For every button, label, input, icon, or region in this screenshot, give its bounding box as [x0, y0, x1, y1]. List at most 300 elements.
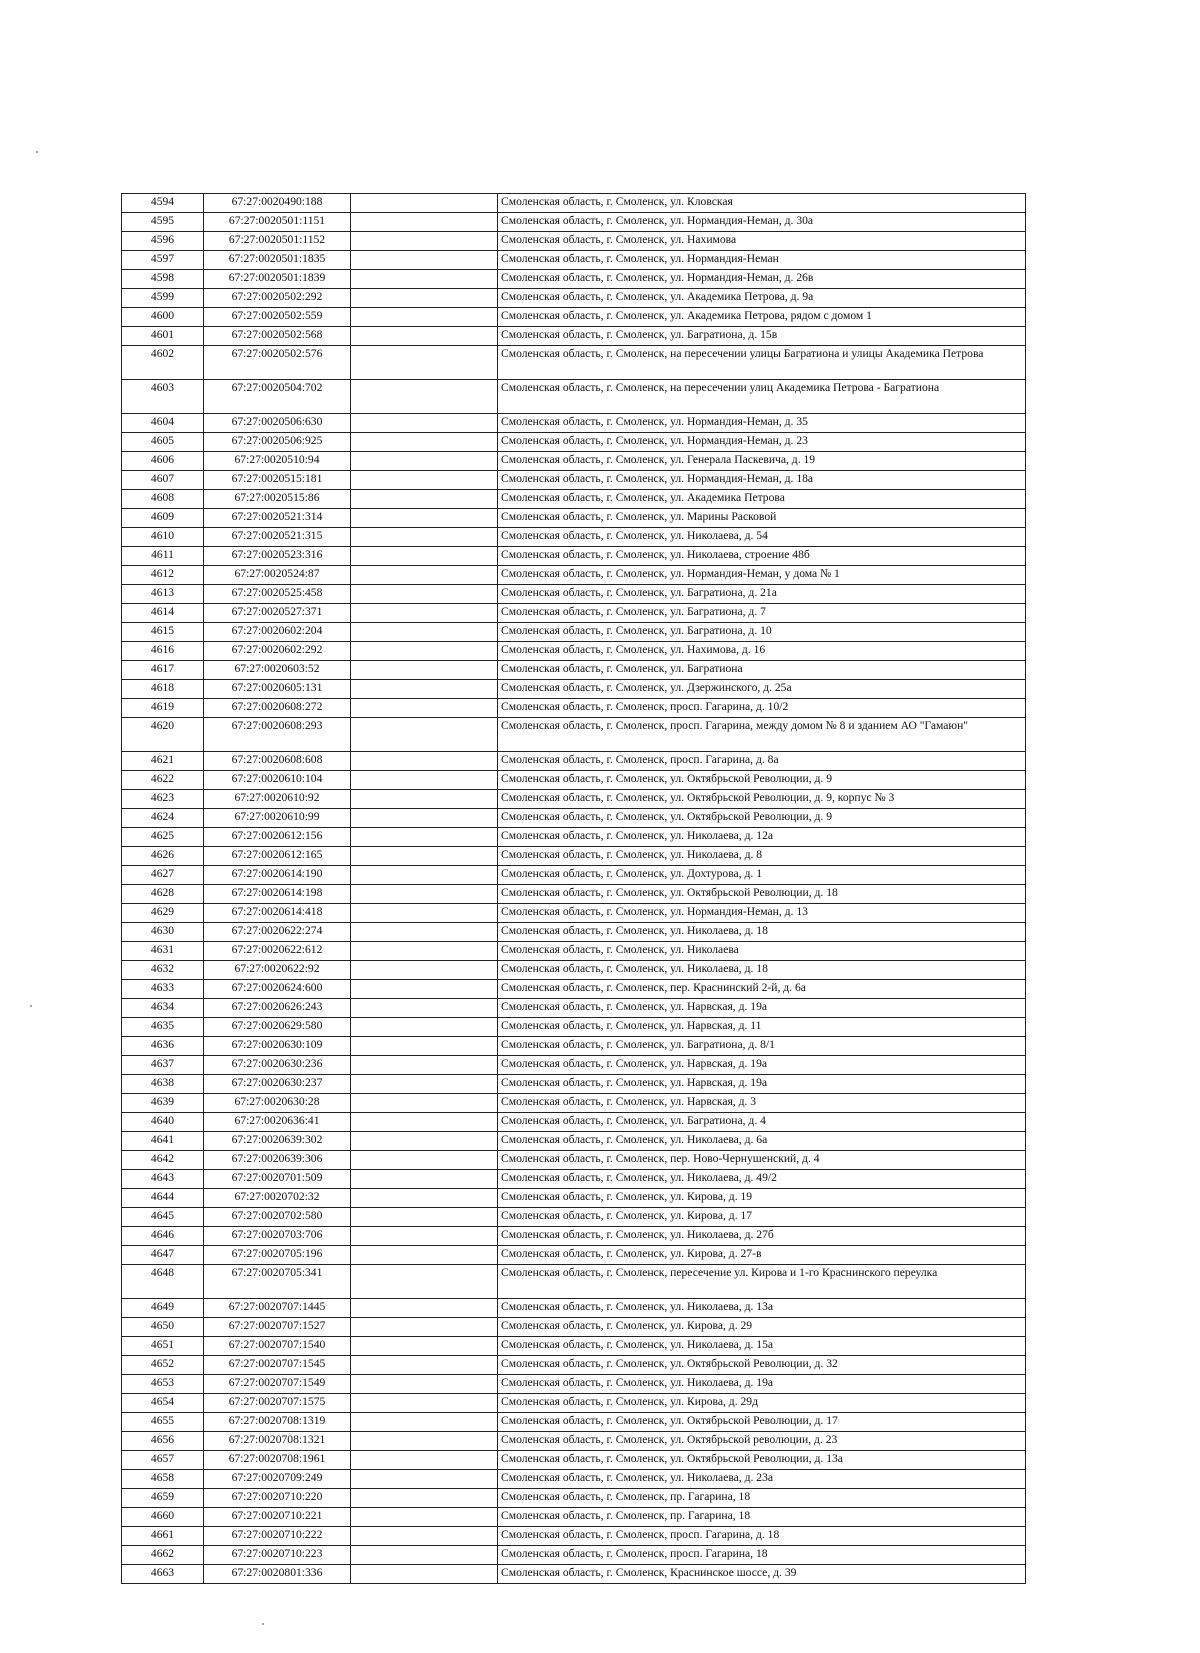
row-number-cell: 4623 — [122, 790, 204, 809]
empty-cell — [351, 1375, 498, 1394]
row-number-cell: 4638 — [122, 1075, 204, 1094]
cadastral-number-cell: 67:27:0020622:612 — [204, 942, 351, 961]
row-number-cell: 4658 — [122, 1470, 204, 1489]
address-cell: Смоленская область, г. Смоленск, ул. Нормандия-Неман, у дома № 1 — [498, 566, 1026, 585]
table-row — [122, 1189, 1026, 1208]
row-number-cell: 4630 — [122, 923, 204, 942]
cadastral-number-cell: 67:27:0020608:608 — [204, 752, 351, 771]
row-number-cell: 4660 — [122, 1508, 204, 1527]
cadastral-number-cell: 67:27:0020603:52 — [204, 661, 351, 680]
table-row — [122, 380, 1026, 414]
table-row — [122, 1299, 1026, 1318]
address-cell: Смоленская область, г. Смоленск, ул. Нахимова — [498, 232, 1026, 251]
address-cell: Смоленская область, г. Смоленск, ул. Николаева, д. 19а — [498, 1375, 1026, 1394]
address-cell: Смоленская область, г. Смоленск, пер. Краснинский 2-й, д. 6а — [498, 980, 1026, 999]
cadastral-number-cell: 67:27:0020622:274 — [204, 923, 351, 942]
empty-cell — [351, 1565, 498, 1584]
empty-cell — [351, 623, 498, 642]
row-number-cell: 4640 — [122, 1113, 204, 1132]
table-row — [122, 1451, 1026, 1470]
address-cell: Смоленская область, г. Смоленск, ул. Нормандия-Неман — [498, 251, 1026, 270]
table-row — [122, 961, 1026, 980]
empty-cell — [351, 327, 498, 346]
table-row — [122, 771, 1026, 790]
table-row — [122, 1489, 1026, 1508]
row-number-cell: 4655 — [122, 1413, 204, 1432]
address-cell: Смоленская область, г. Смоленск, на пересечении улиц Академика Петрова - Багратиона — [498, 380, 1026, 414]
address-cell: Смоленская область, г. Смоленск, ул. Нормандия-Неман, д. 23 — [498, 433, 1026, 452]
empty-cell — [351, 585, 498, 604]
cadastral-number-cell: 67:27:0020501:1839 — [204, 270, 351, 289]
cadastral-number-cell: 67:27:0020527:371 — [204, 604, 351, 623]
empty-cell — [351, 718, 498, 752]
row-number-cell: 4652 — [122, 1356, 204, 1375]
address-cell: Смоленская область, г. Смоленск, ул. Николаева, д. 12а — [498, 828, 1026, 847]
address-cell: Смоленская область, г. Смоленск, ул. Нормандия-Неман, д. 26в — [498, 270, 1026, 289]
row-number-cell: 4613 — [122, 585, 204, 604]
empty-cell — [351, 289, 498, 308]
row-number-cell: 4625 — [122, 828, 204, 847]
row-number-cell: 4636 — [122, 1037, 204, 1056]
table-row — [122, 1227, 1026, 1246]
cadastral-number-cell: 67:27:0020610:92 — [204, 790, 351, 809]
table-row — [122, 414, 1026, 433]
empty-cell — [351, 1113, 498, 1132]
row-number-cell: 4610 — [122, 528, 204, 547]
row-number-cell: 4608 — [122, 490, 204, 509]
empty-cell — [351, 194, 498, 213]
table-row — [122, 847, 1026, 866]
address-cell: Смоленская область, г. Смоленск, ул. Кирова, д. 29д — [498, 1394, 1026, 1413]
table-row — [122, 1337, 1026, 1356]
address-cell: Смоленская область, г. Смоленск, ул. Николаева, строение 48б — [498, 547, 1026, 566]
row-number-cell: 4616 — [122, 642, 204, 661]
scan-speck — [262, 1623, 264, 1625]
cadastral-number-cell: 67:27:0020610:104 — [204, 771, 351, 790]
table-row — [122, 1470, 1026, 1489]
row-number-cell: 4662 — [122, 1546, 204, 1565]
address-cell: Смоленская область, г. Смоленск, ул. Николаева — [498, 942, 1026, 961]
address-cell: Смоленская область, г. Смоленск, ул. Октябрьской революции, д. 23 — [498, 1432, 1026, 1451]
row-number-cell: 4659 — [122, 1489, 204, 1508]
empty-cell — [351, 566, 498, 585]
cadastral-number-cell: 67:27:0020490:188 — [204, 194, 351, 213]
table-row — [122, 1037, 1026, 1056]
row-number-cell: 4627 — [122, 866, 204, 885]
address-cell: Смоленская область, г. Смоленск, Краснинское шоссе, д. 39 — [498, 1565, 1026, 1584]
table-row — [122, 642, 1026, 661]
table-row — [122, 828, 1026, 847]
row-number-cell: 4634 — [122, 999, 204, 1018]
address-cell: Смоленская область, г. Смоленск, ул. Багратиона, д. 15в — [498, 327, 1026, 346]
table-row — [122, 1170, 1026, 1189]
address-cell: Смоленская область, г. Смоленск, на пересечении улицы Багратиона и улицы Академика Петрова — [498, 346, 1026, 380]
row-number-cell: 4629 — [122, 904, 204, 923]
cadastral-number-cell: 67:27:0020614:418 — [204, 904, 351, 923]
empty-cell — [351, 866, 498, 885]
address-cell: Смоленская область, г. Смоленск, ул. Нормандия-Неман, д. 30а — [498, 213, 1026, 232]
cadastral-number-cell: 67:27:0020707:1527 — [204, 1318, 351, 1337]
cadastral-number-cell: 67:27:0020502:568 — [204, 327, 351, 346]
address-cell: Смоленская область, г. Смоленск, ул. Дзержинского, д. 25а — [498, 680, 1026, 699]
cadastral-number-cell: 67:27:0020521:314 — [204, 509, 351, 528]
address-cell: Смоленская область, г. Смоленск, ул. Генерала Паскевича, д. 19 — [498, 452, 1026, 471]
cadastral-number-cell: 67:27:0020515:181 — [204, 471, 351, 490]
empty-cell — [351, 433, 498, 452]
empty-cell — [351, 528, 498, 547]
cadastral-number-cell: 67:27:0020612:165 — [204, 847, 351, 866]
row-number-cell: 4612 — [122, 566, 204, 585]
empty-cell — [351, 308, 498, 327]
cadastral-number-cell: 67:27:0020702:580 — [204, 1208, 351, 1227]
address-cell: Смоленская область, г. Смоленск, ул. Багратиона, д. 7 — [498, 604, 1026, 623]
row-number-cell: 4631 — [122, 942, 204, 961]
row-number-cell: 4645 — [122, 1208, 204, 1227]
table-row — [122, 308, 1026, 327]
row-number-cell: 4651 — [122, 1337, 204, 1356]
cadastral-number-cell: 67:27:0020639:302 — [204, 1132, 351, 1151]
address-cell: Смоленская область, г. Смоленск, ул. Октябрьской Революции, д. 9, корпус № 3 — [498, 790, 1026, 809]
cadastral-number-cell: 67:27:0020630:237 — [204, 1075, 351, 1094]
table-row — [122, 1132, 1026, 1151]
empty-cell — [351, 809, 498, 828]
empty-cell — [351, 1546, 498, 1565]
table-row — [122, 904, 1026, 923]
row-number-cell: 4657 — [122, 1451, 204, 1470]
cadastral-number-cell: 67:27:0020630:109 — [204, 1037, 351, 1056]
table-row — [122, 433, 1026, 452]
table-row — [122, 547, 1026, 566]
address-cell: Смоленская область, г. Смоленск, ул. Николаева, д. 13а — [498, 1299, 1026, 1318]
table-row — [122, 718, 1026, 752]
row-number-cell: 4618 — [122, 680, 204, 699]
address-cell: Смоленская область, г. Смоленск, ул. Нарвская, д. 11 — [498, 1018, 1026, 1037]
address-cell: Смоленская область, г. Смоленск, ул. Багратиона, д. 21а — [498, 585, 1026, 604]
table-row — [122, 1056, 1026, 1075]
empty-cell — [351, 452, 498, 471]
row-number-cell: 4663 — [122, 1565, 204, 1584]
cadastral-number-cell: 67:27:0020612:156 — [204, 828, 351, 847]
address-cell: Смоленская область, г. Смоленск, пер. Ново-Чернушенский, д. 4 — [498, 1151, 1026, 1170]
cadastral-number-cell: 67:27:0020502:559 — [204, 308, 351, 327]
table-row — [122, 866, 1026, 885]
cadastral-number-cell: 67:27:0020707:1549 — [204, 1375, 351, 1394]
address-cell: Смоленская область, г. Смоленск, ул. Академика Петрова, рядом с домом 1 — [498, 308, 1026, 327]
table-row — [122, 490, 1026, 509]
row-number-cell: 4653 — [122, 1375, 204, 1394]
empty-cell — [351, 1018, 498, 1037]
empty-cell — [351, 904, 498, 923]
row-number-cell: 4620 — [122, 718, 204, 752]
cadastral-number-cell: 67:27:0020614:198 — [204, 885, 351, 904]
empty-cell — [351, 414, 498, 433]
row-number-cell: 4619 — [122, 699, 204, 718]
row-number-cell: 4596 — [122, 232, 204, 251]
row-number-cell: 4605 — [122, 433, 204, 452]
table-row — [122, 999, 1026, 1018]
cadastral-number-cell: 67:27:0020707:1445 — [204, 1299, 351, 1318]
row-number-cell: 4595 — [122, 213, 204, 232]
empty-cell — [351, 1470, 498, 1489]
row-number-cell: 4606 — [122, 452, 204, 471]
table-row — [122, 1318, 1026, 1337]
table-row — [122, 1246, 1026, 1265]
address-cell: Смоленская область, г. Смоленск, ул. Николаева, д. 6а — [498, 1132, 1026, 1151]
cadastral-number-cell: 67:27:0020705:196 — [204, 1246, 351, 1265]
cadastral-number-cell: 67:27:0020502:292 — [204, 289, 351, 308]
row-number-cell: 4644 — [122, 1189, 204, 1208]
row-number-cell: 4647 — [122, 1246, 204, 1265]
empty-cell — [351, 1337, 498, 1356]
row-number-cell: 4604 — [122, 414, 204, 433]
table-row — [122, 809, 1026, 828]
empty-cell — [351, 942, 498, 961]
table-row — [122, 1375, 1026, 1394]
table-row — [122, 790, 1026, 809]
row-number-cell: 4635 — [122, 1018, 204, 1037]
row-number-cell: 4626 — [122, 847, 204, 866]
address-cell: Смоленская область, г. Смоленск, ул. Октябрьской Революции, д. 13а — [498, 1451, 1026, 1470]
row-number-cell: 4598 — [122, 270, 204, 289]
row-number-cell: 4599 — [122, 289, 204, 308]
empty-cell — [351, 828, 498, 847]
table-row — [122, 194, 1026, 213]
registry-table-body — [122, 194, 1026, 1584]
address-cell: Смоленская область, г. Смоленск, ул. Багратиона, д. 10 — [498, 623, 1026, 642]
cadastral-number-cell: 67:27:0020708:1961 — [204, 1451, 351, 1470]
address-cell: Смоленская область, г. Смоленск, ул. Нормандия-Неман, д. 35 — [498, 414, 1026, 433]
cadastral-number-cell: 67:27:0020523:316 — [204, 547, 351, 566]
row-number-cell: 4615 — [122, 623, 204, 642]
cadastral-number-cell: 67:27:0020608:272 — [204, 699, 351, 718]
empty-cell — [351, 1318, 498, 1337]
row-number-cell: 4650 — [122, 1318, 204, 1337]
cadastral-number-cell: 67:27:0020524:87 — [204, 566, 351, 585]
address-cell: Смоленская область, г. Смоленск, ул. Нормандия-Неман, д. 13 — [498, 904, 1026, 923]
empty-cell — [351, 1227, 498, 1246]
cadastral-number-cell: 67:27:0020707:1545 — [204, 1356, 351, 1375]
table-row — [122, 452, 1026, 471]
row-number-cell: 4661 — [122, 1527, 204, 1546]
address-cell: Смоленская область, г. Смоленск, ул. Николаева, д. 27б — [498, 1227, 1026, 1246]
empty-cell — [351, 1170, 498, 1189]
table-row — [122, 680, 1026, 699]
empty-cell — [351, 961, 498, 980]
registry-table — [121, 193, 1026, 1584]
empty-cell — [351, 980, 498, 999]
cadastral-number-cell: 67:27:0020502:576 — [204, 346, 351, 380]
address-cell: Смоленская область, г. Смоленск, ул. Октябрьской Революции, д. 17 — [498, 1413, 1026, 1432]
empty-cell — [351, 847, 498, 866]
table-row — [122, 1394, 1026, 1413]
cadastral-number-cell: 67:27:0020705:341 — [204, 1265, 351, 1299]
table-row — [122, 1527, 1026, 1546]
table-row — [122, 1432, 1026, 1451]
cadastral-number-cell: 67:27:0020703:706 — [204, 1227, 351, 1246]
row-number-cell: 4609 — [122, 509, 204, 528]
cadastral-number-cell: 67:27:0020629:580 — [204, 1018, 351, 1037]
row-number-cell: 4639 — [122, 1094, 204, 1113]
empty-cell — [351, 699, 498, 718]
cadastral-number-cell: 67:27:0020501:1835 — [204, 251, 351, 270]
cadastral-number-cell: 67:27:0020709:249 — [204, 1470, 351, 1489]
table-row — [122, 942, 1026, 961]
cadastral-number-cell: 67:27:0020515:86 — [204, 490, 351, 509]
empty-cell — [351, 1208, 498, 1227]
cadastral-number-cell: 67:27:0020701:509 — [204, 1170, 351, 1189]
cadastral-number-cell: 67:27:0020501:1151 — [204, 213, 351, 232]
empty-cell — [351, 1246, 498, 1265]
cadastral-number-cell: 67:27:0020708:1321 — [204, 1432, 351, 1451]
address-cell: Смоленская область, г. Смоленск, ул. Николаева, д. 23а — [498, 1470, 1026, 1489]
table-row — [122, 1094, 1026, 1113]
cadastral-number-cell: 67:27:0020708:1319 — [204, 1413, 351, 1432]
empty-cell — [351, 471, 498, 490]
table-row — [122, 661, 1026, 680]
empty-cell — [351, 642, 498, 661]
row-number-cell: 4602 — [122, 346, 204, 380]
table-row — [122, 327, 1026, 346]
address-cell: Смоленская область, г. Смоленск, ул. Кирова, д. 17 — [498, 1208, 1026, 1227]
table-row — [122, 1075, 1026, 1094]
row-number-cell: 4648 — [122, 1265, 204, 1299]
cadastral-number-cell: 67:27:0020702:32 — [204, 1189, 351, 1208]
address-cell: Смоленская область, г. Смоленск, ул. Нарвская, д. 3 — [498, 1094, 1026, 1113]
address-cell: Смоленская область, г. Смоленск, ул. Марины Расковой — [498, 509, 1026, 528]
row-number-cell: 4597 — [122, 251, 204, 270]
scan-speck — [36, 151, 38, 153]
empty-cell — [351, 232, 498, 251]
empty-cell — [351, 1527, 498, 1546]
table-row — [122, 213, 1026, 232]
address-cell: Смоленская область, г. Смоленск, ул. Николаева, д. 18 — [498, 961, 1026, 980]
cadastral-number-cell: 67:27:0020504:702 — [204, 380, 351, 414]
table-row — [122, 289, 1026, 308]
row-number-cell: 4656 — [122, 1432, 204, 1451]
empty-cell — [351, 1451, 498, 1470]
empty-cell — [351, 1094, 498, 1113]
table-row — [122, 566, 1026, 585]
table-row — [122, 251, 1026, 270]
empty-cell — [351, 680, 498, 699]
address-cell: Смоленская область, г. Смоленск, ул. Кловская — [498, 194, 1026, 213]
table-row — [122, 585, 1026, 604]
empty-cell — [351, 1151, 498, 1170]
table-row — [122, 509, 1026, 528]
address-cell: Смоленская область, г. Смоленск, ул. Октябрьской Революции, д. 18 — [498, 885, 1026, 904]
cadastral-number-cell: 67:27:0020510:94 — [204, 452, 351, 471]
empty-cell — [351, 790, 498, 809]
cadastral-number-cell: 67:27:0020506:925 — [204, 433, 351, 452]
table-row — [122, 1018, 1026, 1037]
address-cell: Смоленская область, г. Смоленск, ул. Дохтурова, д. 1 — [498, 866, 1026, 885]
table-row — [122, 1151, 1026, 1170]
cadastral-number-cell: 67:27:0020521:315 — [204, 528, 351, 547]
row-number-cell: 4601 — [122, 327, 204, 346]
address-cell: Смоленская область, г. Смоленск, просп. Гагарина, между домом № 8 и зданием АО "Гамаюн" — [498, 718, 1026, 752]
table-row — [122, 752, 1026, 771]
table-row — [122, 923, 1026, 942]
cadastral-number-cell: 67:27:0020636:41 — [204, 1113, 351, 1132]
table-row — [122, 232, 1026, 251]
table-row — [122, 980, 1026, 999]
empty-cell — [351, 1189, 498, 1208]
empty-cell — [351, 1299, 498, 1318]
address-cell: Смоленская область, г. Смоленск, пр. Гагарина, 18 — [498, 1489, 1026, 1508]
address-cell: Смоленская область, г. Смоленск, ул. Нарвская, д. 19а — [498, 1056, 1026, 1075]
empty-cell — [351, 923, 498, 942]
table-row — [122, 528, 1026, 547]
address-cell: Смоленская область, г. Смоленск, ул. Нахимова, д. 16 — [498, 642, 1026, 661]
row-number-cell: 4637 — [122, 1056, 204, 1075]
scan-speck — [30, 1005, 32, 1007]
table-row — [122, 346, 1026, 380]
cadastral-number-cell: 67:27:0020710:220 — [204, 1489, 351, 1508]
address-cell: Смоленская область, г. Смоленск, ул. Октябрьской Революции, д. 9 — [498, 771, 1026, 790]
empty-cell — [351, 1413, 498, 1432]
cadastral-number-cell: 67:27:0020506:630 — [204, 414, 351, 433]
table-row — [122, 623, 1026, 642]
row-number-cell: 4614 — [122, 604, 204, 623]
address-cell: Смоленская область, г. Смоленск, ул. Октябрьской Революции, д. 9 — [498, 809, 1026, 828]
row-number-cell: 4603 — [122, 380, 204, 414]
row-number-cell: 4621 — [122, 752, 204, 771]
row-number-cell: 4600 — [122, 308, 204, 327]
empty-cell — [351, 771, 498, 790]
row-number-cell: 4607 — [122, 471, 204, 490]
address-cell: Смоленская область, г. Смоленск, ул. Багратиона — [498, 661, 1026, 680]
empty-cell — [351, 604, 498, 623]
table-row — [122, 1208, 1026, 1227]
table-row — [122, 1265, 1026, 1299]
address-cell: Смоленская область, г. Смоленск, ул. Кирова, д. 27-в — [498, 1246, 1026, 1265]
cadastral-number-cell: 67:27:0020630:28 — [204, 1094, 351, 1113]
empty-cell — [351, 1265, 498, 1299]
address-cell: Смоленская область, г. Смоленск, просп. Гагарина, 18 — [498, 1546, 1026, 1565]
table-row — [122, 885, 1026, 904]
row-number-cell: 4594 — [122, 194, 204, 213]
address-cell: Смоленская область, г. Смоленск, пр. Гагарина, 18 — [498, 1508, 1026, 1527]
empty-cell — [351, 1394, 498, 1413]
cadastral-number-cell: 67:27:0020710:223 — [204, 1546, 351, 1565]
row-number-cell: 4633 — [122, 980, 204, 999]
cadastral-number-cell: 67:27:0020605:131 — [204, 680, 351, 699]
cadastral-number-cell: 67:27:0020608:293 — [204, 718, 351, 752]
empty-cell — [351, 547, 498, 566]
cadastral-number-cell: 67:27:0020626:243 — [204, 999, 351, 1018]
cadastral-number-cell: 67:27:0020610:99 — [204, 809, 351, 828]
address-cell: Смоленская область, г. Смоленск, ул. Багратиона, д. 4 — [498, 1113, 1026, 1132]
address-cell: Смоленская область, г. Смоленск, пересечение ул. Кирова и 1-го Краснинского переулка — [498, 1265, 1026, 1299]
empty-cell — [351, 1075, 498, 1094]
address-cell: Смоленская область, г. Смоленск, просп. Гагарина, д. 8а — [498, 752, 1026, 771]
empty-cell — [351, 661, 498, 680]
empty-cell — [351, 346, 498, 380]
address-cell: Смоленская область, г. Смоленск, ул. Николаева, д. 8 — [498, 847, 1026, 866]
empty-cell — [351, 1037, 498, 1056]
address-cell: Смоленская область, г. Смоленск, ул. Николаева, д. 18 — [498, 923, 1026, 942]
row-number-cell: 4646 — [122, 1227, 204, 1246]
cadastral-number-cell: 67:27:0020710:222 — [204, 1527, 351, 1546]
row-number-cell: 4611 — [122, 547, 204, 566]
empty-cell — [351, 509, 498, 528]
empty-cell — [351, 752, 498, 771]
cadastral-number-cell: 67:27:0020639:306 — [204, 1151, 351, 1170]
address-cell: Смоленская область, г. Смоленск, ул. Академика Петрова, д. 9а — [498, 289, 1026, 308]
table-row — [122, 1356, 1026, 1375]
address-cell: Смоленская область, г. Смоленск, просп. Гагарина, д. 18 — [498, 1527, 1026, 1546]
table-row — [122, 471, 1026, 490]
